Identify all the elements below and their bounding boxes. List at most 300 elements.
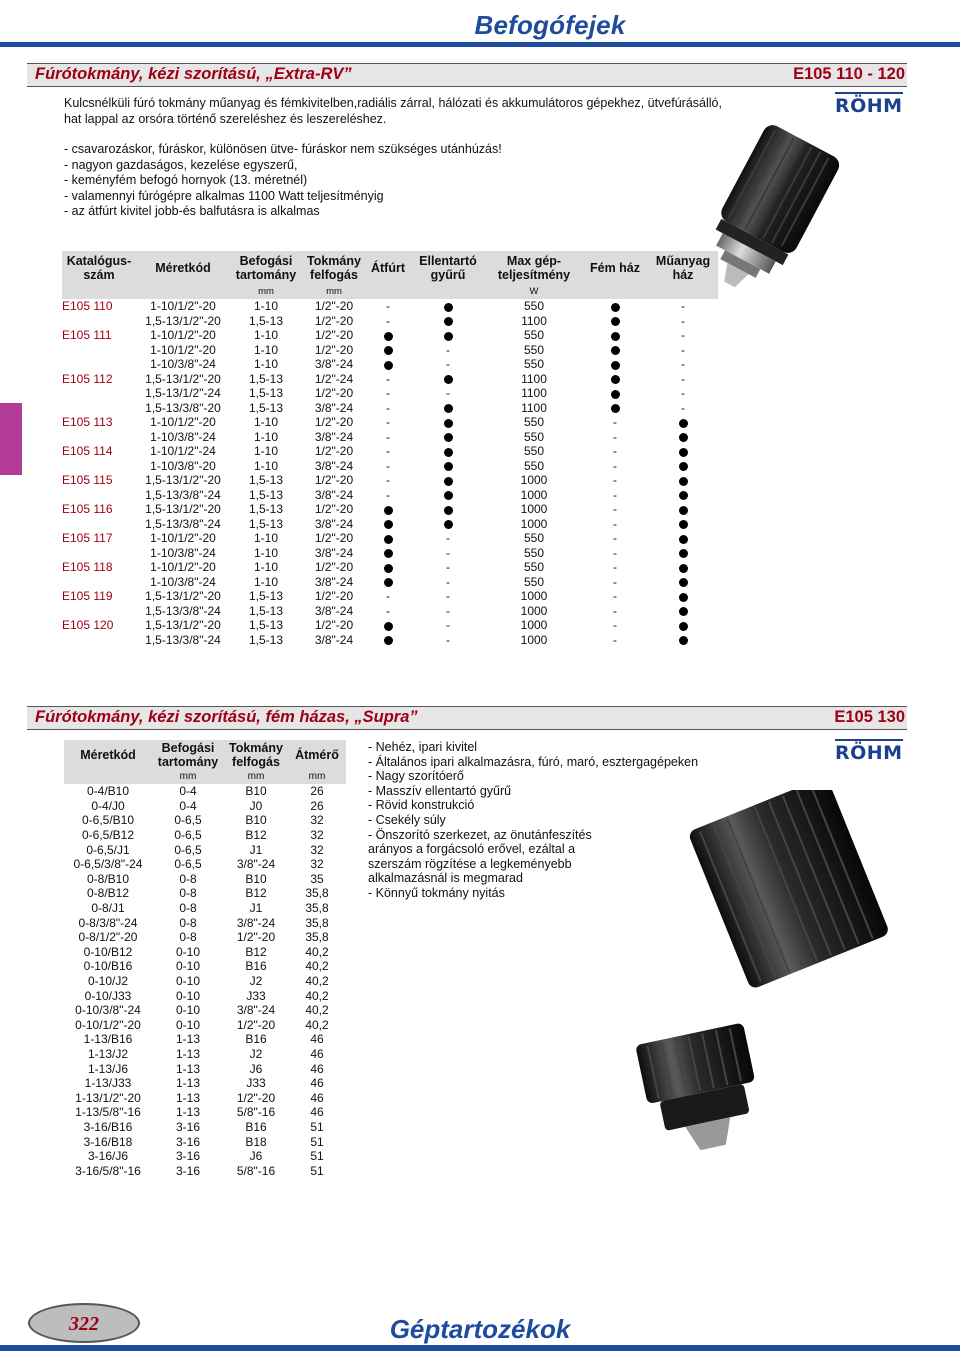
table-row (62, 444, 718, 459)
table-cell: 1-10 (253, 328, 279, 343)
col-header-size-code: Méretkód (136, 251, 230, 285)
table-cell: 0-4/B10 (86, 784, 130, 799)
dot-icon (679, 433, 688, 442)
table-cell: 26 (310, 784, 324, 799)
table-cell: - (681, 357, 685, 372)
table-cell: 0-10/J33 (84, 988, 132, 1003)
table-cell (410, 488, 486, 503)
table-cell: 0-8/1/2"-20 (78, 930, 138, 945)
table-cell (410, 430, 486, 445)
table-cell: - (446, 589, 450, 604)
table-cell: 1,5-13/1/2"-20 (145, 371, 221, 386)
feature-item: - Nehéz, ipari kivitel (368, 740, 478, 754)
table-cell: 3/8"-24 (314, 545, 354, 560)
table-cell: 1,5-13/1/2"-20 (145, 502, 221, 517)
table-cell: B10 (245, 784, 267, 799)
table-cell: B10 (245, 813, 267, 828)
catalog-number-cell: E105 120 (62, 618, 114, 633)
table-cell (366, 560, 410, 575)
table-cell: - (613, 415, 617, 430)
table-cell: 1000 (520, 589, 548, 604)
table-row (64, 1032, 346, 1047)
dot-icon (679, 419, 688, 428)
table-cell: 51 (310, 1119, 324, 1134)
table-cell: 0-8/3/8"-24 (78, 915, 138, 930)
table-cell: 1/2"-20 (314, 299, 354, 314)
table-cell: B12 (245, 944, 267, 959)
catalog-number-cell (62, 517, 136, 532)
table-row (62, 459, 718, 474)
dot-icon (444, 332, 453, 341)
catalog-number-cell: E105 114 (62, 444, 113, 459)
table-cell: - (446, 386, 450, 401)
table-cell: 0-6,5/B10 (81, 813, 135, 828)
table-row (64, 959, 346, 974)
table-cell: - (386, 299, 390, 314)
header-rule (0, 42, 960, 47)
table-cell: 550 (523, 444, 545, 459)
table-cell: 26 (310, 798, 324, 813)
table-cell: 3/8"-24 (314, 400, 354, 415)
table-cell: 46 (310, 1032, 324, 1047)
unit-cell: mm (302, 285, 366, 299)
table-cell: 1-10 (253, 545, 279, 560)
table-cell: 1-10 (253, 299, 279, 314)
dot-icon (384, 622, 393, 631)
table-cell: 1-13/J33 (84, 1076, 132, 1091)
table-row (62, 473, 718, 488)
table-cell (410, 473, 486, 488)
table-cell (648, 604, 718, 619)
table-cell: 0-10/B12 (83, 944, 133, 959)
section2-code: E105 130 (834, 708, 905, 726)
table-row (62, 531, 718, 546)
table-cell: 550 (523, 545, 545, 560)
table-row (62, 502, 718, 517)
table-cell: 1,5-13/1/2"-20 (145, 589, 221, 604)
table-cell: 1-10/1/2"-24 (150, 444, 216, 459)
unit-cell: mm (224, 770, 288, 784)
table-cell: 1/2"-20 (314, 342, 354, 357)
table-cell: 1-10/3/8"-24 (150, 545, 216, 560)
table-row (62, 517, 718, 532)
table-cell: B18 (245, 1134, 267, 1149)
table-row (64, 1120, 346, 1135)
dot-icon (444, 375, 453, 384)
table-cell: 0-6,5 (174, 813, 202, 828)
table-cell (410, 415, 486, 430)
unit-cell: mm (230, 285, 302, 299)
table-row (62, 314, 718, 329)
table-cell: B16 (245, 1032, 267, 1047)
table-cell: - (446, 574, 450, 589)
table-cell: J1 (249, 901, 263, 916)
table-row (64, 1018, 346, 1033)
col-header-clamping-range: Befogási tartomány (230, 251, 302, 285)
table-cell: 1/2"-24 (314, 371, 354, 386)
table-cell: 51 (310, 1149, 324, 1164)
table-cell: - (386, 444, 390, 459)
table-cell: 1-13 (175, 1046, 201, 1061)
section1-code: E105 110 - 120 (793, 65, 905, 83)
table-row (62, 299, 718, 314)
table-cell: 0-8 (179, 901, 197, 916)
table-cell: 1100 (521, 371, 547, 386)
table-cell: 3/8"-24 (314, 632, 354, 647)
table-cell: 1100 (521, 400, 547, 415)
section1-description (64, 96, 722, 127)
table-cell: 3-16 (175, 1149, 201, 1164)
table-cell: - (681, 313, 685, 328)
supra-spec-table (64, 740, 346, 1178)
table-cell: - (386, 473, 390, 488)
table-cell: 1-10 (253, 357, 279, 372)
table-cell (648, 575, 718, 590)
table-cell: - (613, 429, 617, 444)
table-cell (648, 444, 718, 459)
feature-item: - Rövid konstrukció (368, 798, 475, 813)
table-row (62, 430, 718, 445)
table-cell: - (613, 473, 617, 488)
catalog-number-cell (62, 575, 136, 590)
table-cell: 1-13/1/2"-20 (75, 1090, 141, 1105)
table-cell (366, 502, 410, 517)
table-cell: 0-8/B12 (86, 886, 130, 901)
table-cell: 0-10 (175, 1003, 201, 1018)
dot-icon (611, 303, 620, 312)
table-cell: - (613, 632, 617, 647)
table-cell (648, 531, 718, 546)
table-cell: 1,5-13/1/2"-24 (145, 386, 221, 401)
table-cell (648, 517, 718, 532)
table-cell: J0 (249, 798, 263, 813)
table-row (64, 799, 346, 814)
table-row (64, 857, 346, 872)
table-cell: 0-10 (175, 988, 201, 1003)
table-cell: 1-10/3/8"-20 (150, 458, 216, 473)
dot-icon (679, 520, 688, 529)
table-cell: 0-8/J1 (91, 901, 125, 916)
table-row (64, 945, 346, 960)
section2-title: Fúrótokmány, kézi szorítású, fém házas, „Supra” (35, 708, 418, 726)
table-cell: 40,2 (305, 944, 329, 959)
table-cell (366, 517, 410, 532)
table-cell: - (613, 574, 617, 589)
table-cell: 1,5-13 (248, 618, 284, 633)
table-cell: 0-8 (179, 886, 197, 901)
table-cell (582, 372, 648, 387)
table-row (64, 872, 346, 887)
table-cell: 1,5-13/3/8"-24 (145, 487, 221, 502)
feature-item: - keményfém befogó hornyok (13. méretnél) (64, 173, 308, 187)
table-cell (648, 633, 718, 648)
table-cell: 0-10 (175, 944, 201, 959)
table-cell (366, 343, 410, 358)
unit-cell (648, 285, 718, 299)
table-cell: 1-10 (253, 444, 279, 459)
table-row (64, 1149, 346, 1164)
table-row (62, 604, 718, 619)
table-cell (648, 488, 718, 503)
table-cell: 1,5-13 (248, 371, 284, 386)
table-cell (648, 415, 718, 430)
table-cell (366, 633, 410, 648)
table-cell: 3-16/B18 (83, 1134, 133, 1149)
table-cell: 0-8 (179, 871, 197, 886)
table-cell: J6 (249, 1061, 263, 1076)
unit-cell: mm (288, 770, 346, 784)
table-cell: 1/2"-20 (314, 618, 354, 633)
dot-icon (611, 404, 620, 413)
catalog-number-cell (62, 459, 136, 474)
table-cell: - (446, 618, 450, 633)
table-cell (648, 502, 718, 517)
table-cell: 1000 (520, 632, 548, 647)
table-cell: 0-4 (179, 784, 197, 799)
table-cell: 1/2"-20 (236, 1017, 276, 1032)
table-cell: 1100 (521, 386, 547, 401)
table-cell: 3/8"-24 (314, 458, 354, 473)
table-cell: 3/8"-24 (314, 603, 354, 618)
table-row (62, 546, 718, 561)
dot-icon (444, 491, 453, 500)
table-cell: - (446, 632, 450, 647)
table-cell (410, 314, 486, 329)
catalog-number-cell: E105 111 (62, 328, 112, 343)
table-cell: 46 (310, 1046, 324, 1061)
table-cell: 1-10/3/8"-24 (150, 429, 216, 444)
table-cell: J2 (249, 974, 263, 989)
table-cell: 3/8"-24 (236, 1003, 276, 1018)
table-row (62, 386, 718, 401)
feature-item: arányos a forgácsoló erővel, ezáltal a (368, 842, 576, 857)
table-cell: 1100 (521, 313, 547, 328)
dot-icon (679, 462, 688, 471)
table-cell: 51 (310, 1134, 324, 1149)
table-cell: - (446, 560, 450, 575)
page-title: Befogófejek (474, 10, 626, 40)
table-cell: 0-6,5 (174, 828, 202, 843)
col-header-mount: Tokmány felfogás (224, 740, 288, 770)
footer-rule (0, 1345, 960, 1351)
feature-item: - csavarozáskor, fúráskor, különösen ütve- fúráskor nem szükséges utánhúzás! (64, 142, 502, 156)
dot-icon (679, 549, 688, 558)
table-cell: 1-10 (253, 342, 279, 357)
dot-icon (384, 535, 393, 544)
table-cell (410, 299, 486, 314)
table-cell: 40,2 (305, 988, 329, 1003)
table-cell: - (446, 531, 450, 546)
table-row (64, 988, 346, 1003)
table-cell: 3-16/5/8"-16 (75, 1163, 141, 1178)
table-row (64, 1090, 346, 1105)
table-cell: - (681, 371, 685, 386)
table-cell: 1,5-13 (248, 313, 284, 328)
dot-icon (611, 346, 620, 355)
table-cell: 1/2"-20 (236, 930, 276, 945)
table-cell (648, 546, 718, 561)
table-cell: 0-10 (175, 974, 201, 989)
table-cell: - (613, 545, 617, 560)
table-cell: - (386, 429, 390, 444)
table-row (62, 415, 718, 430)
catalog-number-cell (62, 357, 136, 372)
table-cell (366, 546, 410, 561)
table-cell (410, 372, 486, 387)
table-cell: 0-8 (179, 930, 197, 945)
catalog-number-cell (62, 386, 136, 401)
table-row (64, 842, 346, 857)
feature-item: - Önszorító szerkezet, az önutánfeszítés (368, 827, 592, 842)
table-cell: J1 (249, 842, 263, 857)
table-cell: 1-10/1/2"-20 (150, 531, 216, 546)
table-cell: - (386, 313, 390, 328)
table-row (64, 1076, 346, 1091)
table-cell: - (681, 342, 685, 357)
feature-item: - valamennyi fúrógépre alkalmas 1100 Watt teljesítményig (64, 188, 384, 203)
table-cell: 550 (523, 299, 545, 314)
dot-icon (611, 317, 620, 326)
table-cell: 0-10/3/8"-24 (75, 1003, 141, 1018)
catalog-number-cell: E105 112 (62, 371, 113, 386)
unit-cell (366, 285, 410, 299)
catalog-number-cell: E105 115 (62, 473, 113, 488)
dot-icon (384, 506, 393, 515)
table-cell: 1-10 (253, 531, 279, 546)
footer-title: Géptartozékok (389, 1314, 571, 1344)
table-cell: 46 (310, 1090, 324, 1105)
table-cell: 1-10 (253, 415, 279, 430)
dot-icon (384, 549, 393, 558)
table-cell: 3-16 (175, 1134, 201, 1149)
table-cell (648, 589, 718, 604)
catalog-number-cell: E105 116 (62, 502, 113, 517)
table-cell (366, 575, 410, 590)
table-cell: 1-10/1/2"-20 (150, 328, 216, 343)
table-cell: 1,5-13 (248, 589, 284, 604)
dot-icon (611, 390, 620, 399)
catalog-number-cell (62, 430, 136, 445)
table-cell: 32 (310, 828, 324, 843)
table-cell: 1-13 (175, 1061, 201, 1076)
table-cell: 35,8 (305, 901, 329, 916)
table-cell: 35,8 (305, 886, 329, 901)
table-cell (410, 459, 486, 474)
table-row (64, 828, 346, 843)
feature-item: - az átfúrt kivitel jobb-és balfutásra is alkalmas (64, 204, 320, 218)
table-cell: 1-13/J2 (87, 1046, 129, 1061)
table-cell: 1,5-13/3/8"-20 (145, 400, 221, 415)
col-header-through-bore: Átfúrt (366, 251, 410, 285)
table-cell: 550 (523, 342, 545, 357)
table-row (62, 401, 718, 416)
table-cell: 51 (310, 1163, 324, 1178)
table-cell: 1/2"-20 (314, 589, 354, 604)
table-cell: 1000 (520, 618, 548, 633)
table-row (64, 1105, 346, 1120)
table-cell (648, 560, 718, 575)
col-header-clamping-range: Befogási tartomány (152, 740, 224, 770)
table-cell: J6 (249, 1149, 263, 1164)
table-cell: 1/2"-20 (314, 415, 354, 430)
table-cell: - (386, 415, 390, 430)
table-cell: - (613, 458, 617, 473)
table-cell: 550 (523, 415, 545, 430)
table-cell: - (446, 545, 450, 560)
table-cell: - (613, 560, 617, 575)
dot-icon (679, 636, 688, 645)
table-cell: 35,8 (305, 915, 329, 930)
table-row (64, 974, 346, 989)
dot-icon (679, 607, 688, 616)
catalog-number-cell (62, 314, 136, 329)
dot-icon (679, 564, 688, 573)
table-cell (410, 401, 486, 416)
table-cell: 550 (523, 458, 545, 473)
table-cell: 1,5-13 (248, 473, 284, 488)
table-cell: 1,5-13/1/2"-20 (145, 313, 221, 328)
catalog-number-cell (62, 546, 136, 561)
table-cell: - (613, 618, 617, 633)
dot-icon (384, 346, 393, 355)
table-cell: B10 (245, 871, 267, 886)
table-row (62, 343, 718, 358)
table-cell: 1-10/3/8"-24 (150, 357, 216, 372)
dot-icon (679, 578, 688, 587)
table-cell: 1-13 (175, 1090, 201, 1105)
table-row (62, 560, 718, 575)
table-cell: - (613, 444, 617, 459)
table-cell: 32 (310, 857, 324, 872)
table-cell: 40,2 (305, 1017, 329, 1032)
dot-icon (444, 520, 453, 529)
dot-icon (679, 448, 688, 457)
table-cell: 0-10/B16 (83, 959, 133, 974)
table-cell: 0-10 (175, 959, 201, 974)
table-cell: 3/8"-24 (236, 857, 276, 872)
col-header-mount: Tokmány felfogás (302, 251, 366, 285)
description-line: Kulcsnélküli fúró tokmány műanyag és fémkivitelben,radiális zárral, hálózati és akkumulátoros gépekhez, ütvefúrásálló, (64, 96, 722, 110)
catalog-number-cell (62, 401, 136, 416)
catalog-number-cell: E105 117 (62, 531, 113, 546)
catalog-number-cell (62, 604, 136, 619)
dot-icon (679, 622, 688, 631)
section1-title: Fúrótokmány, kézi szorítású, „Extra-RV” (35, 65, 352, 83)
feature-item: - nagyon gazdaságos, kezelése egyszerű, (64, 157, 298, 172)
catalog-number-cell: E105 110 (62, 299, 113, 314)
table-row (64, 1163, 346, 1178)
table-cell: - (446, 342, 450, 357)
table-cell: - (613, 487, 617, 502)
table-cell: 0-8/B10 (86, 871, 130, 886)
table-cell: 5/8"-16 (236, 1163, 276, 1178)
table-cell: 1000 (520, 502, 548, 517)
feature-item: szerszám rögzítése a legkeményebb (368, 856, 572, 871)
unit-cell (62, 285, 136, 299)
table-cell: 35,8 (305, 930, 329, 945)
dot-icon (679, 477, 688, 486)
table-cell: 0-4/J0 (91, 798, 125, 813)
table-cell: 1-10/1/2"-20 (150, 299, 216, 314)
table-cell: 40,2 (305, 959, 329, 974)
catalog-number-cell: E105 119 (62, 589, 113, 604)
table-cell: - (446, 357, 450, 372)
table-cell: 550 (523, 574, 545, 589)
dot-icon (444, 477, 453, 486)
table-row (62, 372, 718, 387)
table-cell: 1/2"-20 (314, 473, 354, 488)
table-cell: 3/8"-24 (314, 357, 354, 372)
